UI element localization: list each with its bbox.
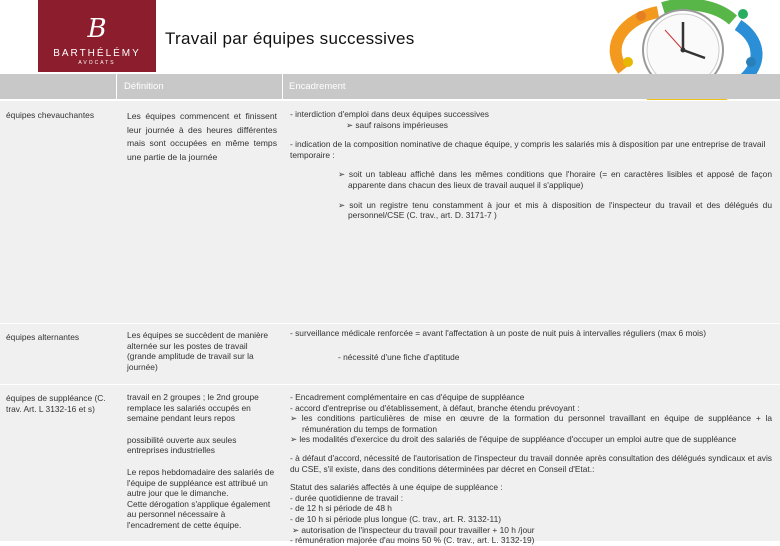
enc-line: - de 10 h si période plus longue (C. trav., art. R. 3132-11) (290, 513, 502, 524)
enc-line: - accord d'entreprise ou d'établissement, à défaut, branche étendu prévoyant : (290, 402, 580, 413)
row-chevauchantes (0, 100, 780, 323)
enc-line: - interdiction d'emploi dans deux équipes successives (290, 109, 489, 119)
enc-line: - de 12 h si période de 48 h (290, 503, 392, 514)
shift-work-table (0, 74, 780, 546)
enc-bullet: ➢ soit un tableau affiché dans les mêmes conditions que l'horaire (= en caractères lisibles et apposé de façon apparente dans chacun des lieux de travail auquel il s'applique) (338, 169, 772, 190)
header-definition: Définition (117, 74, 282, 99)
enc-line: - durée quotidienne de travail : (290, 492, 404, 503)
enc-line: - Encadrement complémentaire en cas d'équipe de suppléance (290, 392, 525, 402)
encadrement-cell (290, 392, 772, 546)
enc-line: - indication de la composition nominative de chaque équipe, y compris les salariés mis à disposition par une entreprise de travail temporaire : (290, 139, 766, 160)
encadrement-cell (290, 328, 772, 362)
firm-logo (38, 0, 156, 72)
definition-cell (127, 392, 277, 531)
enc-line: - rémunération majorée d'au moins 50 % (C. trav., art. L. 3132-19) (290, 535, 535, 546)
enc-line: - nécessité d'une fiche d'aptitude (338, 351, 460, 362)
row-suppleance (0, 384, 780, 546)
def-paragraph: Le repos hebdomadaire des salariés de l'équipe de suppléance est attribué un autre jour que le dimanche. (127, 466, 275, 499)
definition-cell: Les équipes commencent et finissent leur journée à des heures différentes mais sont occupées en même temps une partie de la journée (127, 111, 277, 162)
enc-line: - à défaut d'accord, nécessité de l'autorisation de l'inspecteur du travail donnée après consultation des délégués syndicaux et avis du CSE, s'il existe, dans des conditions déterminées par décret en Conseil d'Etat.: (290, 452, 772, 474)
logo-subtitle: AVOCATS (78, 60, 116, 66)
enc-bullet: ➢ les modalités d'exercice du droit des salariés de l'équipe de suppléance d'occuper un emploi autre que de suppléance (290, 434, 737, 445)
enc-bullet: ➢ les conditions particulières de mise en œuvre de la formation du personnel travaillant en équipe de suppléance + la rémunération du temps de formation (290, 413, 772, 434)
logo-monogram: B (87, 14, 107, 44)
enc-bullet: ➢ sauf raisons impérieuses (346, 119, 448, 130)
row-alternantes (0, 323, 780, 384)
enc-bullet: ➢ soit un registre tenu constamment à jour et mis à disposition de l'inspecteur du travail et des délégués du personnel/CSE (C. trav., art. D. 3171-7 ) (338, 199, 772, 221)
row-label: équipes de suppléance (C. trav. Art. L 3132-16 et s) (6, 393, 106, 414)
enc-line: - surveillance médicale renforcée = avant l'affectation à un poste de nuit puis à intervalles réguliers (max 6 mois) (290, 328, 706, 338)
header-empty (0, 74, 116, 99)
def-paragraph: travail en 2 groupes ; le 2nd groupe remplace les salariés occupés en semaine pendant leurs repos (127, 392, 259, 424)
def-paragraph: Cette dérogation s'applique également au personnel nécessaire à l'encadrement de cette équipe. (127, 498, 271, 530)
page-title: Travail par équipes successives (165, 29, 415, 48)
logo-name: BARTHÉLÉMY (53, 48, 141, 59)
enc-bullet: ➢ autorisation de l'inspecteur du travail pour travailler + 10 h /jour (292, 524, 535, 535)
header-encadrement: Encadrement (283, 74, 780, 99)
encadrement-cell (290, 109, 772, 221)
enc-line: Statut des salariés affectés à une équipe de suppléance : (290, 482, 503, 493)
def-paragraph: possibilité ouverte aux seules entreprises industrielles (127, 434, 237, 456)
row-label: équipes chevauchantes (6, 110, 95, 120)
row-label: équipes alternantes (6, 332, 80, 342)
definition-cell: Les équipes se succèdent de manière alternée sur les postes de travail (grande amplitude de travail sur la journée) (127, 330, 269, 372)
